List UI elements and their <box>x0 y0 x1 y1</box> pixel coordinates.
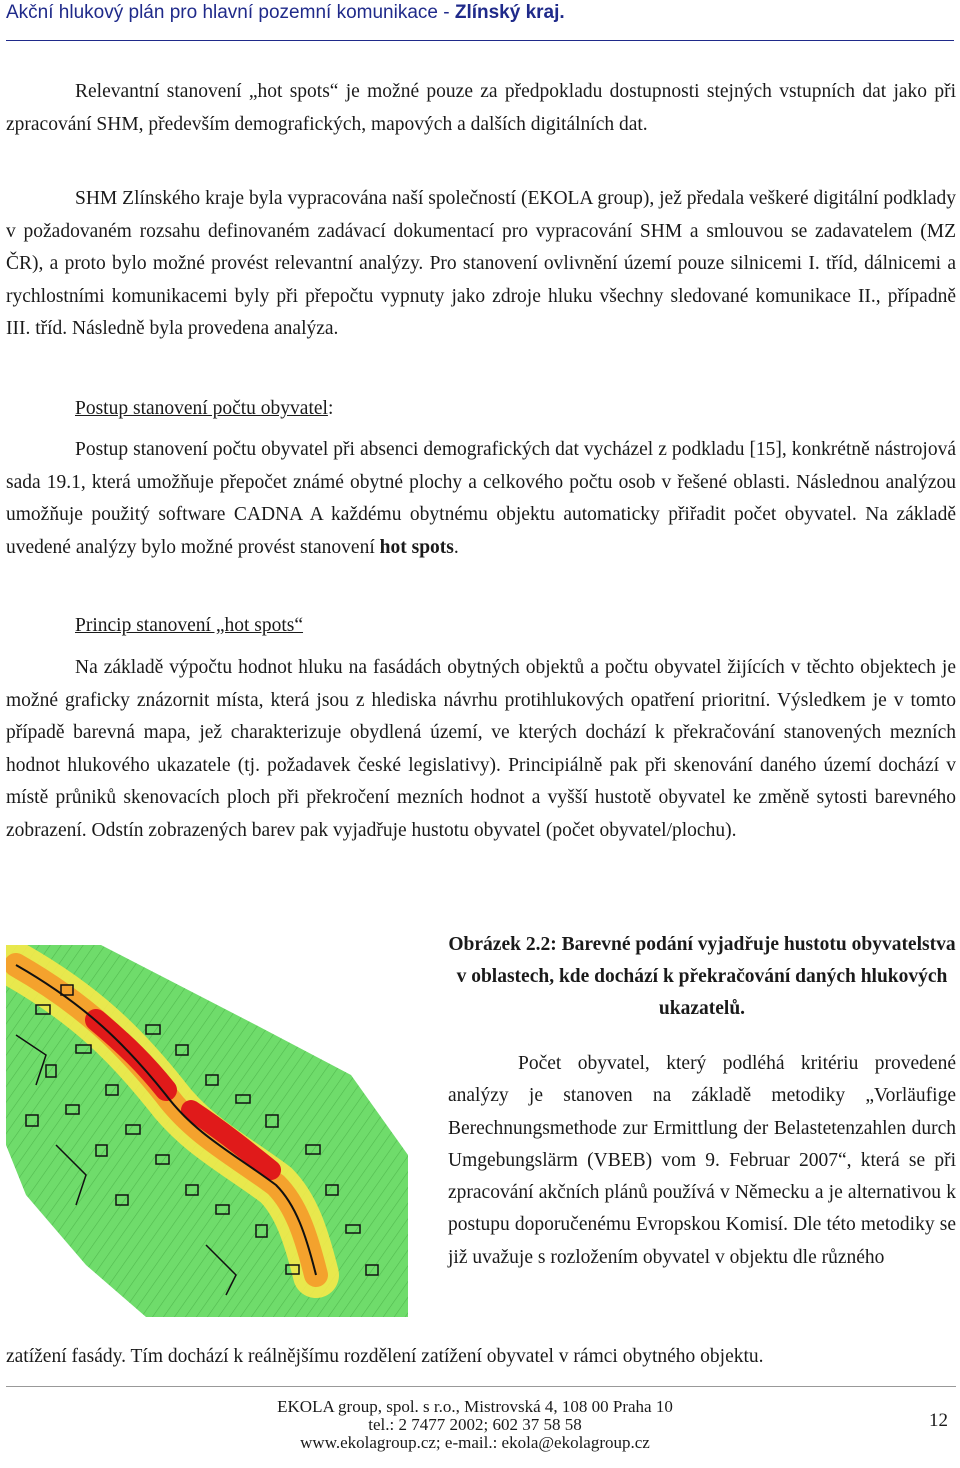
paragraph-hot-spots-intro: Relevantní stanovení „hot spots“ je možné pouze za předpokladu dostupnosti stejných vstupních dat jako při zpracování SHM, především demografických, mapových a dalších digitálních dat. <box>6 81 956 135</box>
footer-web-email: www.ekolagroup.cz; e-mail.: ekola@ekolagroup.cz <box>300 1433 650 1452</box>
page-header <box>6 2 954 41</box>
paragraph-population-end: . <box>453 536 459 558</box>
paragraph-vbeb-method: Počet obyvatel, který podléhá kritériu provedené analýzy je stanoven na základě metodiky „Vorläufige Berechnungsmethode zur Ermittlung der Belastetenzahlen durch Umgebungslärm (VBEB) vom 9. Februar 2007“, která se při zpracování akčních plánů používá v Německu a je alternativou k postupu doporučenému Evropskou Komisí. Dle této metodiky se již uvažuje s rozložením obyvatel v objektu dle různého <box>448 1053 956 1268</box>
paragraph-population-method <box>6 434 956 564</box>
header-region: Zlínský kraj. <box>454 2 565 23</box>
footer-divider <box>6 1386 956 1387</box>
heading-population-method-text: Postup stanovení počtu obyvatel <box>75 398 328 419</box>
footer-phone: tel.: 2 7477 2002; 602 37 58 58 <box>368 1415 582 1434</box>
paragraph-hot-spots-principle: Na základě výpočtu hodnot hluku na fasádách obytných objektů a počtu obyvatel žijících v těchto objektech je možné graficky znázornit místa, která jsou z hlediska návrhu protihlukových opatření prioritní. Výsledkem je v tomto případě barevná mapa, jež charakterizuje obydlená území, ve kterých dochází k překračování stanovených mezních hodnot hlukového ukazatele (tj. požadavek české legislativy). Principiálně pak při skenování daného území dochází v místě průniků skenovacích ploch při překročení mezních hodnot a vyšší hustotě obyvatel ke změně sytosti barevného zobrazení. Odstín zobrazených barev pak vyjadřuje hustotu obyvatel (počet obyvatel/plochu). <box>6 657 956 841</box>
heading-population-method <box>75 395 333 423</box>
heading-hot-spots-principle: Princip stanovení „hot spots“ <box>75 615 304 636</box>
paragraph-vbeb-last-line: zatížení fasády. Tím dochází k reálnějšímu rozdělení zatížení obyvatel v rámci obytného objektu. <box>6 1346 764 1367</box>
figure-caption: Obrázek 2.2: Barevné podání vyjadřuje hustotu obyvatelstva v oblastech, kde dochází k překračování daných hlukových ukazatelů. <box>448 934 956 1019</box>
hot-spots-bold: hot spots <box>379 536 454 558</box>
page-number: 12 <box>929 1410 948 1431</box>
paragraph-population-text: Postup stanovení počtu obyvatel při absenci demografických dat vycházel z podkladu [15], konkrétně nástrojová sada 19.1, která umožňuje přepočet známé obytné plochy a celkového počtu osob v řešené oblasti. Následnou analýzou umožňuje použitý software CADNA A každému obytnému objektu automaticky přiřadit počet obyvatel. Na základě uvedené analýzy bylo možné provést stanovení <box>6 439 956 558</box>
paragraph-shm: SHM Zlínského kraje byla vypracována naší společností (EKOLA group), jež předala veškeré digitální podklady v požadovaném rozsahu definovaném zadávací dokumentací pro vypracování SHM a smlouvou se zadavatelem (MZ ČR), a proto bylo možné provést relevantní analýzy. Pro stanovení ovlivnění území pouze silnicemi I. tříd, dálnicemi a rychlostními komunikacemi byly při přepočtu vypnuty jako zdroje hluku všechny sledované komunikace II., případně III. tříd. Následně byla provedena analýza. <box>6 188 956 339</box>
footer-address: EKOLA group, spol. s r.o., Mistrovská 4, 108 00 Praha 10 <box>277 1397 673 1416</box>
heading-colon: : <box>327 398 334 419</box>
header-title: Akční hlukový plán pro hlavní pozemní komunikace - <box>6 2 455 23</box>
hot-spots-map-image <box>6 945 408 1317</box>
page-footer <box>150 1398 800 1452</box>
hot-spots-map-svg <box>6 945 408 1317</box>
